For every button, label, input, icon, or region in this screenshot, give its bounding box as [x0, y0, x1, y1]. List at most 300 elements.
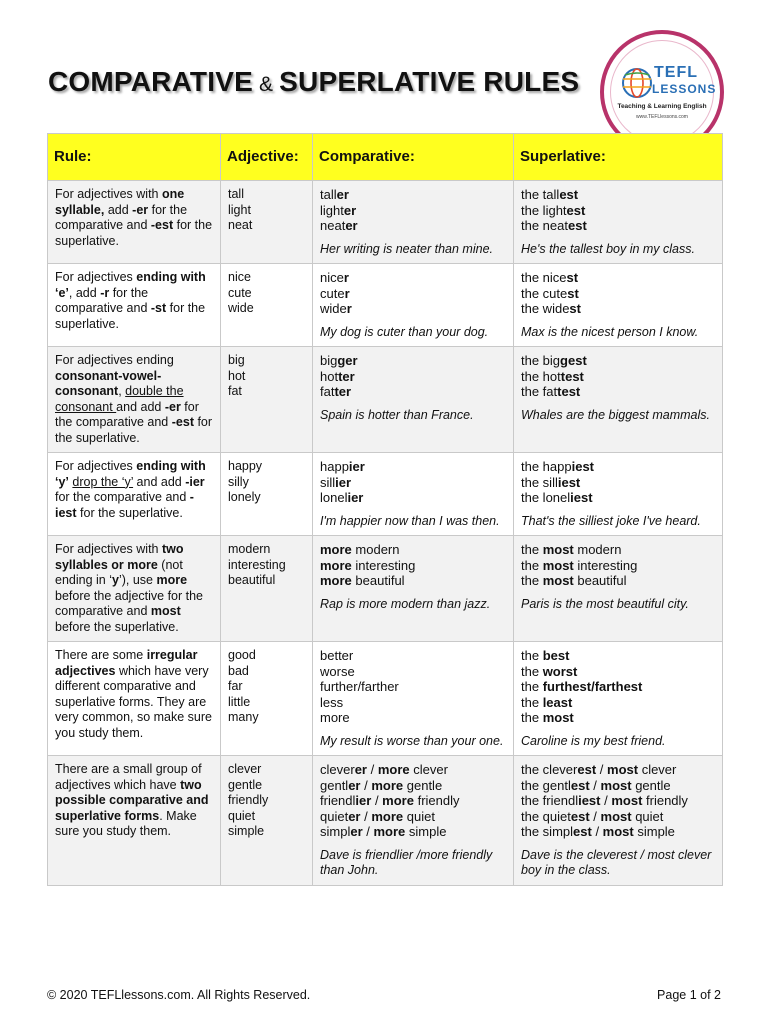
text-segment: for the superlative. — [76, 505, 183, 520]
text-segment: nice — [320, 270, 344, 285]
bold-text: gest — [560, 353, 587, 368]
text-segment: the — [521, 648, 543, 663]
text-segment: the — [521, 542, 543, 557]
header-superlative: Superlative: — [514, 134, 723, 181]
comparative-form — [320, 475, 506, 491]
text-segment: the happ — [521, 459, 572, 474]
adjective-cell — [221, 453, 313, 536]
superlative-example-sentence: That's the silliest joke I've heard. — [521, 513, 701, 528]
superlative-form — [521, 459, 715, 475]
adjective-word: quiet — [228, 808, 256, 823]
text-segment: There are some — [55, 648, 147, 662]
text-segment: / — [360, 808, 372, 824]
comparative-form — [320, 353, 506, 369]
comparative-example-sentence: My result is worse than your one. — [320, 733, 504, 748]
comparative-cell — [313, 181, 514, 264]
rule-cell — [48, 453, 221, 536]
comparative-forms — [320, 648, 506, 726]
text-segment: / — [366, 762, 378, 777]
underlined-text: double the consonant — [55, 384, 184, 414]
superlative-forms — [521, 762, 715, 840]
text-segment: simple — [633, 824, 675, 839]
superlative-form — [521, 270, 715, 286]
bold-text: more — [371, 777, 404, 793]
text-segment: clever — [638, 762, 677, 777]
bold-text: -iest — [55, 490, 194, 520]
bold-text: iest — [578, 793, 601, 808]
table-row — [48, 642, 723, 756]
text-segment: clever — [409, 762, 448, 777]
bold-text: ier — [348, 459, 365, 474]
comparative-form — [320, 710, 506, 726]
bold-text: est — [559, 187, 579, 202]
text-segment: the light — [521, 202, 567, 218]
text-segment: for the comparative and — [55, 399, 199, 429]
text-segment: the hot — [521, 368, 561, 384]
bold-text: most — [542, 557, 574, 573]
adjective-word: silly — [228, 474, 249, 489]
text-segment: for the superlative. — [55, 218, 213, 248]
bold-text: one syllable, — [55, 187, 185, 217]
text-segment: neat — [320, 218, 346, 233]
bold-text: er — [348, 808, 361, 824]
superlative-form — [521, 542, 715, 558]
adjective-word: happy — [228, 459, 263, 473]
bold-text: iest — [557, 474, 581, 490]
superlative-cell — [514, 642, 723, 756]
superlative-form — [521, 203, 715, 219]
comparative-form — [320, 218, 506, 234]
text-segment: , add — [68, 285, 101, 300]
adjective-word: little — [228, 694, 251, 709]
adjective-cell — [221, 181, 313, 264]
superlative-form — [521, 695, 715, 711]
text-segment: the nice — [521, 270, 567, 285]
comparative-form — [320, 187, 506, 203]
text-segment: simple — [405, 824, 447, 839]
text-segment: simpl — [320, 824, 351, 839]
adjective-word: simple — [228, 824, 265, 838]
text-segment: gentle — [403, 777, 443, 793]
text-segment: the wide — [521, 301, 570, 316]
bold-text: most — [602, 824, 634, 839]
bold-text: -r — [100, 285, 110, 300]
underlined-text: drop the ‘y’ — [72, 474, 134, 489]
comparative-example-sentence: I'm happier now than I was then. — [320, 513, 500, 528]
superlative-example-sentence: Dave is the cleverest / most clever boy in the class. — [521, 847, 712, 877]
text-segment: cute — [320, 285, 345, 301]
comparative-forms — [320, 187, 506, 234]
comparative-forms — [320, 459, 506, 506]
comparative-form — [320, 679, 506, 695]
rule-cell — [48, 536, 221, 642]
comparative-example-sentence: Spain is hotter than France. — [320, 407, 474, 422]
bold-text: consonant-vowel-consonant — [55, 368, 162, 398]
header-adjective: Adjective: — [221, 134, 313, 181]
bold-text: est — [568, 218, 587, 233]
superlative-cell — [514, 181, 723, 264]
text-segment: For adjectives with — [55, 187, 162, 201]
text-segment: beautiful — [351, 573, 405, 588]
superlative-example-sentence: Whales are the biggest mammals. — [521, 407, 710, 422]
bold-text: ier — [355, 793, 372, 808]
superlative-forms — [521, 270, 715, 317]
text-segment: the lonel — [521, 490, 571, 505]
text-segment: For adjectives with — [55, 542, 162, 556]
rule-cell — [48, 756, 221, 886]
text-segment: the quiet — [521, 808, 571, 824]
comparative-form — [320, 824, 506, 840]
comparative-cell — [313, 453, 514, 536]
superlative-form — [521, 353, 715, 369]
superlative-form — [521, 218, 715, 234]
bold-text: ending with ‘e’ — [55, 270, 206, 300]
comparative-example-sentence: Her writing is neater than mine. — [320, 241, 493, 256]
superlative-cell — [514, 536, 723, 642]
bold-text: ier — [335, 474, 352, 490]
bold-text: more — [320, 557, 352, 573]
superlative-example-sentence: Paris is the most beautiful city. — [521, 596, 689, 611]
text-segment: tall — [320, 187, 337, 202]
comparative-forms — [320, 270, 506, 317]
text-segment: gentl — [320, 777, 349, 793]
text-segment: the — [521, 663, 543, 679]
text-segment: add — [104, 202, 133, 217]
superlative-form — [521, 793, 715, 809]
bold-text: -est — [150, 218, 174, 232]
comparative-form — [320, 270, 506, 286]
superlative-form — [521, 824, 715, 840]
text-segment: friendly — [413, 793, 460, 808]
text-segment: quiet — [320, 808, 349, 824]
text-segment: There are a small group of adjectives which have — [55, 762, 202, 792]
text-segment: worse — [320, 663, 355, 679]
text-segment: the gentl — [521, 777, 571, 793]
bold-text: most — [611, 793, 643, 808]
text-segment: and add — [133, 474, 186, 489]
bold-text: est — [570, 777, 590, 793]
text-segment: the friendl — [521, 793, 579, 808]
text-segment: the tall — [521, 187, 560, 202]
comparative-form — [320, 809, 506, 825]
adjective-cell — [221, 536, 313, 642]
superlative-cell — [514, 347, 723, 453]
comparative-cell — [313, 756, 514, 886]
table-header-row — [48, 134, 723, 181]
superlative-forms — [521, 459, 715, 506]
adjective-word: gentle — [228, 777, 263, 792]
bold-text: most — [542, 710, 574, 725]
adjective-word: wide — [228, 301, 254, 315]
bold-text: test — [560, 368, 584, 384]
comparative-form — [320, 369, 506, 385]
text-segment: For adjectives ending — [55, 353, 174, 367]
text-segment: light — [320, 202, 344, 218]
copyright-notice: © 2020 TEFLlessons.com. All Rights Reserved. — [47, 988, 311, 1002]
comparative-form — [320, 286, 506, 302]
text-segment: friendly — [642, 793, 688, 808]
text-segment: further/farther — [320, 679, 399, 694]
bold-text: furthest/farthest — [542, 679, 643, 694]
comparative-form — [320, 664, 506, 680]
adjective-word: friendly — [228, 793, 269, 807]
text-segment: / — [362, 824, 374, 839]
text-segment: which have very different comparative and superlative forms. They are very common, so make sure you study them. — [55, 663, 212, 740]
bold-text: st — [569, 301, 581, 316]
text-segment: for the superlative. — [55, 415, 213, 445]
comparative-form — [320, 203, 506, 219]
title-ampersand: & — [258, 73, 274, 96]
superlative-form — [521, 778, 715, 794]
adjective-word: interesting — [228, 557, 286, 572]
bold-text: er — [350, 824, 363, 839]
bold-text: more — [382, 793, 414, 808]
bold-text: -ier — [185, 474, 205, 489]
adjective-word: nice — [228, 270, 251, 284]
text-segment: clever — [320, 762, 355, 777]
text-segment: friendl — [320, 793, 356, 808]
text-segment: more — [320, 710, 350, 725]
superlative-form — [521, 301, 715, 317]
adjective-word: light — [228, 202, 251, 217]
text-segment: wide — [320, 301, 347, 316]
bold-text: ier — [347, 490, 364, 505]
superlative-form — [521, 558, 715, 574]
bold-text: st — [567, 285, 579, 301]
adjective-word: lonely — [228, 490, 261, 504]
text-segment: the cute — [521, 285, 568, 301]
bold-text: est — [570, 808, 590, 824]
bold-text: irregular adjectives — [55, 648, 198, 678]
superlative-form — [521, 475, 715, 491]
superlative-forms — [521, 353, 715, 400]
bold-text: r — [343, 270, 349, 285]
adjective-word: tall — [228, 187, 244, 201]
comparative-example-sentence: My dog is cuter than your dog. — [320, 324, 489, 339]
superlative-example-sentence: He's the tallest boy in my class. — [521, 241, 695, 256]
bold-text: y — [112, 573, 119, 587]
bold-text: r — [346, 301, 352, 316]
superlative-form — [521, 384, 715, 400]
text-segment: happ — [320, 459, 349, 474]
adjective-word: cute — [228, 285, 252, 300]
header-comparative: Comparative: — [313, 134, 514, 181]
bold-text: -st — [150, 301, 167, 315]
comparative-form — [320, 542, 506, 558]
text-segment: / — [600, 793, 612, 808]
bold-text: iest — [571, 459, 595, 474]
text-segment: / — [591, 824, 603, 839]
table-row — [48, 453, 723, 536]
bold-text: two syllables or more — [55, 542, 184, 572]
text-segment: before the adjective for the comparative and — [55, 588, 204, 618]
comparative-cell — [313, 264, 514, 347]
superlative-forms — [521, 542, 715, 589]
comparative-form — [320, 762, 506, 778]
bold-text: ter — [338, 368, 355, 384]
text-segment: before the superlative. — [55, 619, 179, 634]
bold-text: -er — [132, 202, 149, 217]
text-segment: better — [320, 648, 354, 663]
text-segment: quiet — [403, 808, 435, 824]
bold-text: more — [371, 808, 404, 824]
title-part1: COMPARATIVE — [48, 66, 253, 97]
superlative-cell — [514, 756, 723, 886]
bold-text: -est — [171, 415, 194, 429]
comparative-forms — [320, 542, 506, 589]
bold-text: -er — [164, 399, 181, 414]
bold-text: est — [577, 762, 597, 777]
adjective-cell — [221, 642, 313, 756]
text-segment: and add — [116, 399, 165, 414]
globe-icon — [620, 66, 654, 100]
table-row — [48, 264, 723, 347]
comparative-forms — [320, 353, 506, 400]
comparative-example-sentence: Rap is more modern than jazz. — [320, 596, 491, 611]
bold-text: test — [557, 384, 581, 399]
text-segment: the clever — [521, 762, 578, 777]
text-segment: sill — [320, 474, 336, 490]
text-segment: the — [521, 557, 543, 573]
superlative-forms — [521, 648, 715, 726]
bold-text: most — [607, 762, 639, 777]
comparative-form — [320, 793, 506, 809]
superlative-form — [521, 664, 715, 680]
adjective-word: many — [228, 710, 259, 724]
comparative-form — [320, 778, 506, 794]
superlative-form — [521, 490, 715, 506]
header-rule: Rule: — [48, 134, 221, 181]
superlative-example-sentence: Caroline is my best friend. — [521, 733, 666, 748]
adjective-word: beautiful — [228, 573, 276, 587]
comparative-form — [320, 695, 506, 711]
text-segment: for the comparative and — [55, 490, 190, 504]
text-segment: (not ending in ‘ — [55, 557, 183, 587]
bold-text: two possible comparative and superlative forms — [55, 777, 209, 823]
comparative-forms — [320, 762, 506, 840]
text-segment: modern — [573, 542, 622, 557]
text-segment: the — [521, 710, 543, 725]
text-segment: the sill — [521, 474, 558, 490]
text-segment: For adjectives — [55, 270, 137, 284]
text-segment: beautiful — [573, 573, 627, 588]
superlative-form — [521, 369, 715, 385]
text-segment: interesting — [573, 557, 638, 573]
bold-text: est — [573, 824, 592, 839]
comparative-example-sentence: Dave is friendlier /more friendly than John. — [320, 847, 493, 877]
rule-cell — [48, 264, 221, 347]
page-footer — [47, 988, 721, 1002]
text-segment: the — [521, 573, 543, 588]
bold-text: ending with ‘y’ — [55, 459, 206, 489]
text-segment: lonel — [320, 490, 348, 505]
comparative-cell — [313, 347, 514, 453]
text-segment: for the comparative and — [55, 202, 188, 232]
text-segment: big — [320, 353, 338, 368]
text-segment: / — [589, 808, 601, 824]
rules-table-body — [48, 181, 723, 886]
adjective-word: good — [228, 648, 256, 662]
text-segment: modern — [351, 542, 400, 557]
comparative-form — [320, 648, 506, 664]
comparative-cell — [313, 642, 514, 756]
superlative-cell — [514, 264, 723, 347]
bold-text: more — [320, 573, 352, 588]
page-number: Page 1 of 2 — [657, 988, 721, 1002]
rule-cell — [48, 642, 221, 756]
adjective-word: neat — [228, 218, 253, 232]
comparative-form — [320, 558, 506, 574]
comparative-form — [320, 459, 506, 475]
text-segment: interesting — [351, 557, 416, 573]
text-segment: fat — [320, 384, 335, 399]
text-segment: the fat — [521, 384, 558, 399]
adjective-word: far — [228, 679, 243, 693]
bold-text: most — [600, 777, 632, 793]
text-segment: / — [596, 762, 608, 777]
superlative-form — [521, 648, 715, 664]
bold-text: er — [336, 187, 349, 202]
bold-text: most — [150, 604, 181, 618]
superlative-form — [521, 187, 715, 203]
logo-tagline: Teaching & Learning English — [617, 103, 707, 110]
bold-text: more — [373, 824, 406, 839]
adjective-word: clever — [228, 762, 262, 776]
table-row — [48, 347, 723, 453]
text-segment: the — [521, 694, 543, 710]
comparative-form — [320, 573, 506, 589]
bold-text: more — [156, 573, 188, 587]
table-row — [48, 181, 723, 264]
bold-text: more — [320, 542, 352, 557]
text-segment: the — [521, 679, 543, 694]
adjective-word: bad — [228, 663, 249, 678]
text-segment: . Make sure you study them. — [55, 808, 197, 838]
superlative-form — [521, 286, 715, 302]
page-title — [48, 66, 579, 98]
superlative-form — [521, 710, 715, 726]
table-row — [48, 536, 723, 642]
text-segment: hot — [320, 368, 339, 384]
comparative-form — [320, 384, 506, 400]
text-segment: For adjectives — [55, 459, 137, 473]
bold-text: least — [542, 694, 573, 710]
text-segment: / — [371, 793, 383, 808]
rules-table — [47, 133, 723, 886]
bold-text: st — [566, 270, 579, 285]
superlative-forms — [521, 187, 715, 234]
bold-text: most — [600, 808, 632, 824]
adjective-word: big — [228, 353, 245, 367]
superlative-form — [521, 762, 715, 778]
table-row — [48, 756, 723, 886]
text-segment: for the superlative. — [55, 301, 206, 331]
adjective-word: fat — [228, 384, 242, 398]
text-segment: , — [118, 384, 126, 398]
bold-text: best — [542, 648, 570, 663]
text-segment: the big — [521, 353, 561, 368]
bold-text: iest — [570, 490, 593, 505]
adjective-cell — [221, 264, 313, 347]
superlative-form — [521, 573, 715, 589]
title-part2: SUPERLATIVE RULES — [279, 66, 580, 97]
bold-text: more — [377, 762, 410, 777]
comparative-form — [320, 301, 506, 317]
superlative-form — [521, 809, 715, 825]
text-segment: for the comparative and — [55, 285, 151, 315]
superlative-cell — [514, 453, 723, 536]
text-segment: / — [360, 777, 372, 793]
